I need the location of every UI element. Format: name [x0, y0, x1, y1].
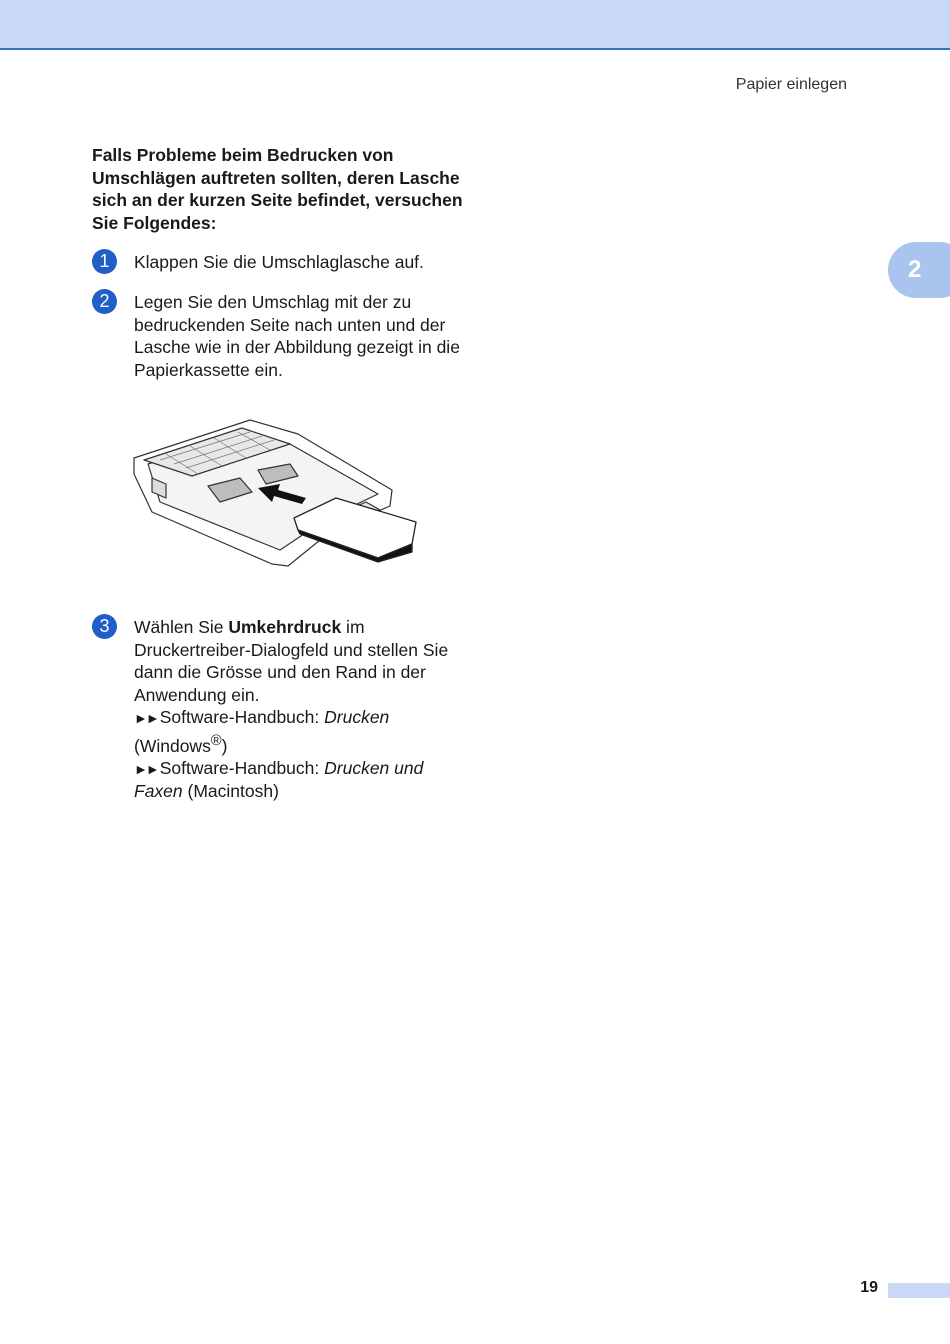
- registered-mark: ®: [210, 732, 222, 749]
- step-number-badge: 1: [92, 249, 117, 274]
- reference-chapter: Drucken: [324, 707, 390, 727]
- step-text: Klappen Sie die Umschlaglasche auf.: [134, 252, 424, 272]
- double-arrow-icon: ►►: [134, 710, 158, 726]
- section-title: Papier einlegen: [735, 76, 847, 93]
- step-text: Legen Sie den Umschlag mit der zu bedruckenden Seite nach unten und der Lasche wie in der Abbildung gezeigt in die Papierkassette ein.: [134, 292, 460, 380]
- header-band: [0, 0, 950, 50]
- reference-prefix: Software-Handbuch:: [159, 757, 325, 778]
- option-name: Umkehrdruck: [228, 617, 342, 637]
- reference-platform-close: ): [221, 735, 228, 756]
- paper-tray-illustration: [130, 414, 420, 574]
- step-2: [92, 289, 472, 381]
- reference-prefix: Software-Handbuch:: [159, 707, 325, 727]
- reference-platform: (Macintosh): [182, 781, 279, 802]
- reference-chapter: Drucken und Faxen: [134, 757, 424, 802]
- step-number-badge: 2: [92, 289, 117, 314]
- step-1: [92, 249, 472, 274]
- reference-platform: (Windows: [134, 735, 211, 756]
- page-number: 19: [860, 1279, 878, 1296]
- step-text-part: im Druckertreiber-Dialogfeld und stellen Sie dann die Grösse und den Rand in der Anwendung ein.: [134, 617, 449, 705]
- step-text-part: Wählen Sie: [134, 617, 229, 637]
- footer-band: [888, 1283, 950, 1298]
- chapter-tab: 2: [888, 242, 950, 298]
- double-arrow-icon: ►►: [134, 760, 158, 777]
- step-text: [134, 614, 472, 803]
- step-3: [92, 614, 472, 803]
- step-number-badge: 3: [92, 614, 117, 639]
- intro-heading: Falls Probleme beim Bedrucken von Umschlägen auftreten sollten, deren Lasche sich an der kurzen Seite befindet, versuchen Sie Folgendes:: [92, 145, 463, 233]
